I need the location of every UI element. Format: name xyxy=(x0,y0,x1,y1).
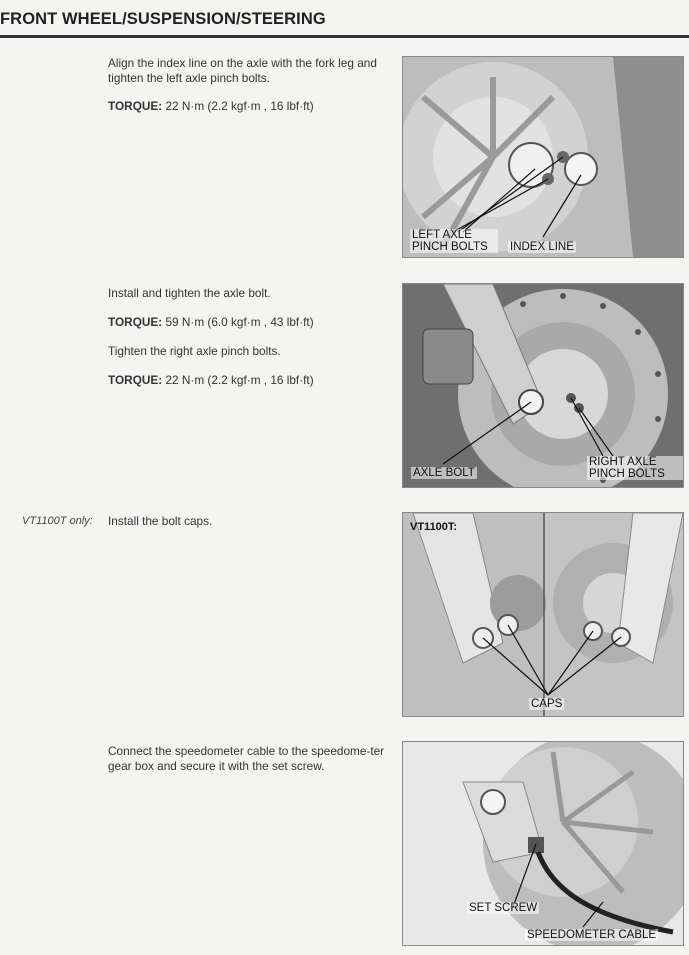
torque-value: 59 N·m (6.0 kgf·m , 43 lbf·ft) xyxy=(165,315,314,329)
torque-label: TORQUE: xyxy=(108,373,163,387)
torque-value: 22 N·m (2.2 kgf·m , 16 lbf·ft) xyxy=(165,99,314,113)
label-axle-bolt: AXLE BOLT xyxy=(413,467,475,479)
speedometer-photo-illustration xyxy=(403,742,683,945)
model-tag: VT1100T: xyxy=(410,521,458,533)
label-set-screw: SET SCREW xyxy=(469,902,538,914)
step-2-text-2: Tighten the right axle pinch bolts. xyxy=(108,344,281,358)
step-2-text: Install and tighten the axle bolt. xyxy=(108,286,271,300)
figure-axle-bolt xyxy=(402,283,684,488)
page-title: FRONT WHEEL/SUSPENSION/STEERING xyxy=(0,10,326,28)
torque-label: TORQUE: xyxy=(108,315,163,329)
label-left-axle-pinch-bolts: LEFT AXLE PINCH BOLTS xyxy=(410,229,498,253)
figure-left-axle-pinch-bolts xyxy=(402,56,684,258)
step-1-text: Align the index line on the axle with the fork leg and tighten the left axle pinch bolts. xyxy=(108,56,377,85)
figure-bolt-caps xyxy=(402,512,684,717)
torque-value: 22 N·m (2.2 kgf·m , 16 lbf·ft) xyxy=(165,373,314,387)
step-2-torque xyxy=(108,315,314,330)
figure-speedometer-cable xyxy=(402,741,684,946)
caps-photo-illustration xyxy=(403,513,683,716)
header-rule xyxy=(0,35,689,38)
step-3-text: Install the bolt caps. xyxy=(108,514,213,528)
step-1-torque xyxy=(108,99,314,114)
wheel-photo-illustration xyxy=(403,57,683,257)
torque-label: TORQUE: xyxy=(108,99,163,113)
label-caps: CAPS xyxy=(531,698,563,710)
label-right-axle-pinch-bolts: RIGHT AXLE PINCH BOLTS xyxy=(587,456,683,480)
step-4-text: Connect the speedometer cable to the speedome-ter gear box and secure it with the set screw. xyxy=(108,744,385,773)
label-speedometer-cable: SPEEDOMETER CABLE xyxy=(527,929,657,941)
label-index-line: INDEX LINE xyxy=(510,241,574,253)
model-note: VT1100T only: xyxy=(22,515,93,527)
step-2-torque-2 xyxy=(108,373,314,388)
